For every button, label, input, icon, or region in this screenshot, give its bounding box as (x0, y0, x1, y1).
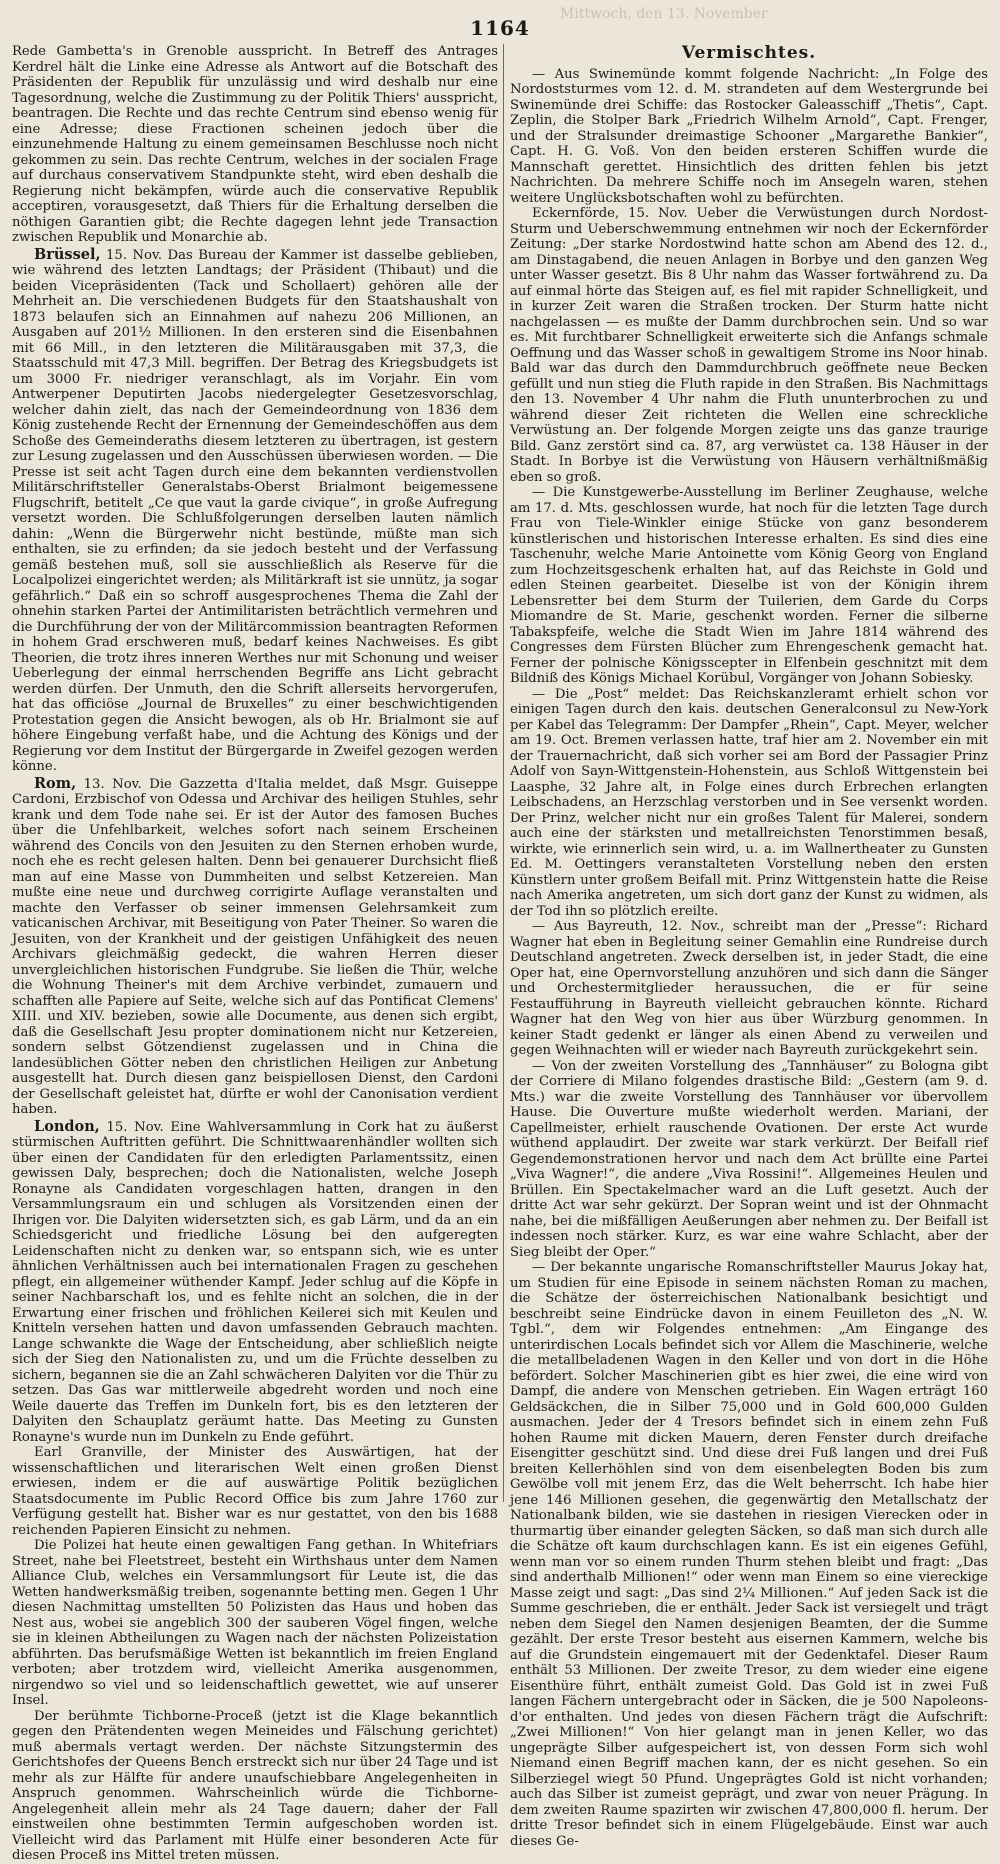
article-paragraph: Eckernförde, 15. Nov. Ueber die Verwüstungen durch Nordost-Sturm und Ueberschwemmung entnehmen wir noch der Eckernförder Zeitung: „Der starke Nordostwind hatte schon am Abend des 12. d., am Dinstagabend, die neuen Anlagen in Borbye und den ganzen Weg unter Wasser gesetzt. Bis 8 Uhr nahm das Wasser fortwährend zu. Da auf einmal hörte das Steigen auf, es fiel mit rapider Schnelligkeit, und in kurzer Zeit waren die Straßen trocken. Der Sturm hatte nicht nachgelassen — es mußte der Damm durchbrochen sein. Und so war es. Mit furchtbarer Schnelligkeit erweiterte sich die Anfangs schmale Oeffnung und das Wasser schoß in gewaltigem Strome ins Noor hinab. Bald war das durch den Dammdurchbruch geöffnete neue Becken gefüllt und nun stieg die Fluth rapide in den Straßen. Bis Nachmittags den 13. November 4 Uhr nahm die Fluth ununterbrochen zu und während dieser Zeit richteten die Wellen eine schreckliche Verwüstung an. Der folgende Morgen zeigte uns das ganze traurige Bild. Ganz zerstört sind ca. 87, arg verwüstet ca. 138 Häuser in der Stadt. In Borbye ist die Verwüstung von Häusern verhältnißmäßig eben so groß. (510, 206, 988, 485)
article-paragraph: Die Polizei hat heute einen gewaltigen Fang gethan. In Whitefriars Street, nahe bei Fleetstreet, besteht ein Wirthshaus unter dem Namen Alliance Club, welches ein Versammlungsort für Leute ist, die das Wetten handwerksmäßig treiben, sogenannte betting men. Gegen 1 Uhr diesen Nachmittag umstellten 50 Polizisten das Haus und hoben das Nest aus, wobei sie angeblich 300 der sauberen Vögel fingen, welche sie in kleinen Abtheilungen zu Wagen nach der nächsten Polizeistation abführten. Das berufsmäßige Wetten ist bekanntlich im freien England verboten; aber trotzdem wird, vielleicht Amerika ausgenommen, nirgendwo so viel und so leidenschaftlich gewettet, wie auf unserer Insel. (12, 1538, 498, 1708)
article-paragraph: — Die Kunstgewerbe-Ausstellung im Berliner Zeughause, welche am 17. d. Mts. geschlossen wurde, hat noch für die letzten Tage durch Frau von Tiele-Winkler einige Stücke von ganz besonderem künstlerischen und historischen Interesse erhalten. Es sind dies eine Taschenuhr, welche Marie Antoinette vom König Georg von England zum Hochzeitsgeschenk erhalten hat, auf das Reichste in Gold und edlen Steinen gearbeitet. Dieselbe ist von der Königin ihrem Lebensretter bei dem Sturm der Tuilerien, dem Garde du Corps Miomandre de St. Marie, geschenkt worden. Ferner die silberne Tabakspfeife, welche die Stadt Wien im Jahre 1814 während des Congresses dem Fürsten Blücher zum Ehrengeschenk gemacht hat. Ferner der polnische Königsscepter in Elfenbein geschnitzt mit dem Bildniß des Königs Michael Korübul, Vorgänger von Johann Sobiesky. (510, 485, 988, 687)
right-column (510, 43, 988, 1849)
dateline: Rom, (34, 774, 77, 792)
article-paragraph: — Die „Post“ meldet: Das Reichskanzleramt erhielt schon vor einigen Tagen durch den kais. deutschen Generalconsul zu New-York per Kabel das Telegramm: Der Dampfer „Rhein“, Capt. Meyer, welcher am 19. Oct. Bremen verlassen hatte, traf hier am 2. November ein mit der Trauernachricht, daß sich vorher sei am Bord der Passagier Prinz Adolf von Sayn-Wittgenstein-Hohenstein, aus Schloß Wittgenstein bei Laasphe, 32 Jahre alt, in Folge eines durch Erbrechen erlangten Leibschadens, an Herzschlag verstorben und in See versenkt worden. Der Prinz, welcher nicht nur ein großes Talent für Malerei, sondern auch eine der stärksten und metallreichsten Tenorstimmen besaß, wirkte, wie erinnerlich sein wird, u. a. im Wallnertheater zu Gunsten Ed. M. Oettingers veranstalteten Vorstellung neben den ersten Künstlern unter großem Beifall mit. Prinz Wittgenstein hatte die Reise nach Amerika angetreten, um sich dort ganz der Kunst zu widmen, als der Tod ihn so plötzlich ereilte. (510, 686, 988, 919)
article-paragraph: — Der bekannte ungarische Romanschriftsteller Maurus Jokay hat, um Studien für eine Episode in seinem nächsten Roman zu machen, die Schätze der österreichischen Nationalbank besichtigt und beschreibt seine Eindrücke davon in einem Feuilleton des „N. W. Tgbl.“, dem wir Folgendes entnehmen: „Am Eingange des unterirdischen Locals befindet sich vor Allem die Maschinerie, welche die metallbeladenen Wagen in den Keller und von dort in die Höhe befördert. Solcher Maschinerien gibt es hier zwei, die eine wird von Dampf, die andere von Menschen getrieben. Ein Wagen erträgt 160 Geldsäckchen, die in Silber 75,000 und in Gold 600,000 Gulden ausmachen. Jeder der 4 Tresors befindet sich in einem zehn Fuß hohen Raume mit dicken Mauern, deren Fenster durch dreifache Eisengitter geschützt sind. Und diese drei Fuß langen und drei Fuß breiten Kellerhöhlen sind von dem eisenbelegten Boden bis zum Gewölbe voll mit jenem Erz, das die Welt beherrscht. Ich habe hier jene 146 Millionen gesehen, die gegenwärtig den Metallschatz der Nationalbank bilden, wie sie dastehen in riesigen Vierecken oder in thurmartig über einander gelegten Säcken, so daß man sich durch alle die Schätze oft kaum durchschlagen kann. Es ist ein eigenes Gefühl, wenn man vor so einem runden Thurm stehen bleibt und fragt: „Das sind anderthalb Millionen!“ oder wenn man Einem so eine viereckige Masse zeigt und sagt: „Das sind 2¼ Millionen.“ Auf jeden Sack ist die Summe geschrieben, die er enthält. Jeder Sack ist versiegelt und trägt neben dem Siegel den Namen desjenigen Beamten, der die Summe gezählt. Der erste Tresor besteht aus eisernen Kammern, welche bis auf die Grundstein eingemauert mit der Gedenktafel. Dieser Raum enthält 53 Millionen. Der zweite Tresor, zu dem wieder eine eigene Eisenthüre führt, enthält zumeist Gold. Das Gold ist in zwei Fuß langen Fächern untergebracht oder in Säcken, die je 500 Napoleonsd'or enthalten. Und jedes von diesen Fächern trägt die Aufschrift: „Zwei Millionen!“ Von hier gelangt man in jenen Keller, wo das ungeprägte Silber aufgespeichert ist, von dessen Form sich wohl Niemand einen Begriff machen kann, der es nicht gesehen. So ein Silberziegel wiegt 50 Pfund. Ungeprägtes Gold ist nicht vorhanden; auch das Silber ist zumeist geprägt, und zwar von neuer Prägung. In dem zweiten Raume spazirten wir zwischen 47,800,000 fl. herum. Der dritte Tresor befindet sich in einem Flügelgebäude. Einst war auch dieses Ge- (510, 1260, 988, 1849)
article-paragraph: Rom, 13. Nov. Die Gazzetta d'Italia meldet, daß Msgr. Guiseppe Cardoni, Erzbischof von Odessa und Archivar des heiligen Stuhles, sehr krank und dem Tode nahe sei. Er ist der Autor des famosen Buches über die Unfehlbarkeit, welches sofort nach seinem Erscheinen während des Concils von den Jesuiten zu den Sternen erhoben wurde, noch ehe es recht gelesen halten. Denn bei genauerer Durchsicht fließ man auf eine Masse von Dummheiten und selbst Ketzereien. Man mußte eine neue und durchweg corrigirte Auflage veranstalten und machte den Verfasser ob seiner immensen Gelehrsamkeit zum vaticanischen Archivar, mit Beseitigung von Pater Theiner. So waren die Jesuiten, von der Krankheit und der geistigen Unfähigkeit des neuen Archivars gleichmäßig gedeckt, die wahren Herren dieser unvergleichlichen historischen Fundgrube. Sie ließen die Thür, welche die Wohnung Theiner's mit dem Archive verbindet, zumauern und schafften alle Papiere auf Seite, welche sich auf das Pontificat Clemens' XIII. und XIV. bezieben, sowie alle Documente, aus denen sich ergibt, daß die Gesellschaft Jesu propter dominationem nicht nur Ketzereien, sondern selbst Götzendienst zugelassen und in China die landesüblichen Götter neben den christlichen Heiligen zur Anbetung ausgestellt hat. Durch diesen ganz beispiellosen Dienst, den Cardoni der Gesellschaft geleistet hat, dürfte er wohl der Canonisation verdient haben. (12, 774, 498, 1117)
article-paragraph: London, 15. Nov. Eine Wahlversammlung in Cork hat zu äußerst stürmischen Auftritten geführt. Die Schnittwaarenhändler wollten sich über einen der Candidaten für den erledigten Parlamentssitz, einen gewissen Daly, besprechen; doch die Nationalisten, welche Joseph Ronayne als Candidaten vorgeschlagen hatten, drangen in den Versammlungsraum ein und schlugen als Vorsitzenden einen der Ihrigen vor. Die Dalyiten widersetzten sich, es gab Lärm, und da an ein Schiedsgericht und friedliche Lösung bei den aufgeregten Leidenschaften nicht zu denken war, so entspann sich, wie es unter ähnlichen Verhältnissen auch bei internationalen Fragen zu geschehen pflegt, ein allgemeiner wüthender Kampf. Jeder schlug auf die Köpfe in seiner Nachbarschaft los, und es fehlte nicht an solchen, die in der Erwartung einer frischen und fröhlichen Keilerei sich mit Keulen und Knitteln versehen hatten und davon umfassenden Gebrauch machten. Lange schwankte die Wage der Entscheidung, aber schließlich neigte sich der Sieg den Nationalisten zu, und um die Früchte desselben zu sichern, begannen sie die an Zahl schwächeren Dalyiten vor die Thür zu setzen. Das Gas war mittlerweile abgedreht worden und noch eine Weile dauerte das Treffen im Dunkeln fort, bis es den letzteren der Dalyiten den Schauplatz geräumt hatte. Das Meeting zu Gunsten Ronayne's wurde nun im Dunkeln zu Ende geführt. (12, 1117, 498, 1445)
article-paragraph: Der berühmte Tichborne-Proceß (jetzt ist die Klage bekanntlich gegen den Prätendenten wegen Meineides und Fälschung gerichtet) muß abermals vertagt werden. Der nächste Sitzungstermin des Gerichtshofes der Queens Bench erstreckt sich nur über 24 Tage und ist mehr als zur Hälfte für andere unaufschiebbare Angelegenheiten in Anspruch genommen. Wahrscheinlich würde die Tichborne-Angelegenheit allein mehr als 24 Tage dauern; daher der Fall einstweilen ohne bestimmten Termin aufgeschoben worden ist. Vielleicht wird das Parlament mit Hülfe einer besonderen Acte für diesen Proceß ins Mittel treten müssen. (12, 1708, 498, 1863)
section-heading: Vermischtes. (681, 43, 817, 63)
article-paragraph: Rede Gambetta's in Grenoble ausspricht. In Betreff des Antrages Kerdrel hält die Linke eine Adresse als Antwort auf die Botschaft des Präsidenten der Republik für unzulässig und wird deshalb nur eine Tagesordnung, welche die Zustimmung zu der Politik Thiers' ausspricht, beantragen. Die Rechte und das rechte Centrum sind ebenso wenig für eine Adresse; diese Fractionen scheinen jedoch über die einzunehmende Haltung zu einem gemeinsamen Beschlusse noch nicht gekommen zu sein. Das rechte Centrum, welches in der socialen Frage auf durchaus conservativem Standpunkte steht, wird eben deshalb die Regierung nicht bekämpfen, würde auch die conservative Republik acceptiren, vorausgesetzt, daß Thiers für die Erhaltung derselben die nöthigen Garantien gibt; die Rechte dagegen lehnt jede Transaction zwischen Republik und Monarchie ab. (12, 44, 498, 245)
article-paragraph: Earl Granville, der Minister des Auswärtigen, hat der wissenschaftlichen und literarischen Welt einen großen Dienst erwiesen, indem er die auf auswärtige Politik bezüglichen Staatsdocumente im Public Record Office bis zum Jahre 1760 zur Verfügung gestellt hat. Bisher war es nur gestattet, von den bis 1688 reichenden Papieren Einsicht zu nehmen. (12, 1445, 498, 1538)
article-paragraph: — Von der zweiten Vorstellung des „Tannhäuser“ zu Bologna gibt der Corriere di Milano folgendes drastische Bild: „Gestern (am 9. d. Mts.) war die zweite Vorstellung des Tannhäuser vor übervollem Hause. Die Ouverture mußte wiederholt werden. Mariani, der Capellmeister, erhielt rauschende Ovationen. Der erste Act wurde wüthend applaudirt. Der zweite war stark verkürzt. Der Beifall rief Gegendemonstrationen hervor und nach dem Act brüllte eine Partei „Viva Wagner!“, die andere „Viva Rossini!“. Allgemeines Heulen und Brüllen. Ein Spectakelmacher ward an die Luft gesetzt. Auch der dritte Act war sehr gekürzt. Der Sopran weint und ist der Ohnmacht nahe, bei die mißfälligen Aeußerungen aber nehmen zu. Der Beifall ist indessen noch stärker. Kurz, es war eine wahre Schlacht, aber der Sieg bleibt der Oper.“ (510, 1058, 988, 1260)
faint-header-text: Mittwoch, den 13. November (560, 6, 768, 22)
page-number: 1164 (470, 16, 530, 40)
column-divider (503, 44, 504, 1502)
dateline: Brüssel, (34, 245, 101, 263)
dateline: London, (34, 1117, 100, 1135)
article-paragraph: Brüssel, 15. Nov. Das Bureau der Kammer ist dasselbe geblieben, wie während des letzten Landtags; der Präsident (Thibaut) und die beiden Vicepräsidenten (Tack und Schollaert) gehören alle der Mehrheit an. Die verschiedenen Budgets für den Staatshaushalt von 1873 belaufen sich an Einnahmen auf nahezu 206 Millionen, an Ausgaben auf 201½ Millionen. In den ersteren sind die Eisenbahnen mit 66 Mill., in den letzteren die Militärausgaben mit 37,3, die Staatsschuld mit 47,3 Mill. begriffen. Der Betrag des Kriegsbudgets ist um 3000 Fr. niedriger veranschlagt, als im Vorjahr. Ein vom Antwerpener Deputirten Jacobs niedergelegter Gesetzesvorschlag, welcher dahin zielt, das nach der Gemeindeordnung von 1836 dem König zustehende Recht der Ernennung der Gemeindeschöffen aus dem Schoße des Gemeinderaths diesem letzteren zu übertragen, ist gestern zur Lesung zugelassen und den Ausschüssen überwiesen worden. — Die Presse ist seit acht Tagen durch eine dem bekannten verdienstvollen Militärschriftsteller Generalstabs-Oberst Brialmont beigemessene Flugschrift, betitelt „Ce que vaut la garde civique“, in große Aufregung versetzt worden. Die Schlußfolgerungen derselben lauten nämlich dahin: „Wenn die Bürgerwehr nicht bestünde, müßte man sich enthalten, sie zu erfinden; da sie jedoch besteht und der Verfassung gemäß bestehen muß, soll sie ausschließlich als Reserve für die Localpolizei eingerichtet werden; als Militärkraft ist sie unnütz, ja sogar gefährlich.“ Daß ein so schroff ausgesprochenes Thema die Zahl der ohnehin starken Partei der Antimilitaristen beträchtlich vermehren und die Durchführung der von der Militärcommission beantragten Reformen in hohem Grad erschweren muß, bedarf keines Nachweises. Es gibt Theorien, die trotz ihres inneren Werthes nur mit Schonung und weiser Ueberlegung der einmal herrschenden Begriffe ans Licht gebracht werden dürfen. Der Unmuth, den die Schrift allerseits hervorgerufen, hat das officiöse „Journal de Bruxelles“ zu einer beschwichtigenden Protestation gegen die Ansicht bewogen, als ob Hr. Brialmont sie auf höhere Eingebung verfaßt habe, und die Achtung des Königs und der Regierung vor dem Institut der Bürgergarde in Zweifel gezogen werden könne. (12, 245, 498, 774)
article-paragraph: — Aus Swinemünde kommt folgende Nachricht: „In Folge des Nordoststurmes vom 12. d. M. strandeten auf dem Westergrunde bei Swinemünde drei Schiffe: das Rostocker Galeasschiff „Thetis“, Capt. Zeplin, die Stolper Bark „Friedrich Wilhelm Arnold“, Capt. Frenger, und der Stralsunder dreimastige Schooner „Margarethe Bankier“, Capt. H. G. Voß. Von den beiden ersteren Schiffen wurde die Mannschaft gerettet. Hinsichtlich des dritten fehlen bis jetzt Nachrichten. Da mehrere Schiffe noch im Ansegeln waren, stehen weitere Unglücksbotschaften wohl zu befürchten. (510, 66, 988, 206)
article-paragraph: — Aus Bayreuth, 12. Nov., schreibt man der „Presse“: Richard Wagner hat eben in Begleitung seiner Gemahlin eine Rundreise durch Deutschland angetreten. Zweck derselben ist, in jeder Stadt, die eine Oper hat, eine Opernvorstellung anzuhören und sich dann die Sänger und Orchestermitglieder heraussuchen, die er für seine Festaufführung in Bayreuth vielleicht gebrauchen könnte. Richard Wagner hat den Weg von hier aus über Würzburg genommen. In keiner Stadt gedenkt er länger als einen Abend zu verweilen und gegen Weihnachten will er wieder nach Bayreuth zurückgekehrt sein. (510, 919, 988, 1059)
left-column (12, 44, 498, 1863)
